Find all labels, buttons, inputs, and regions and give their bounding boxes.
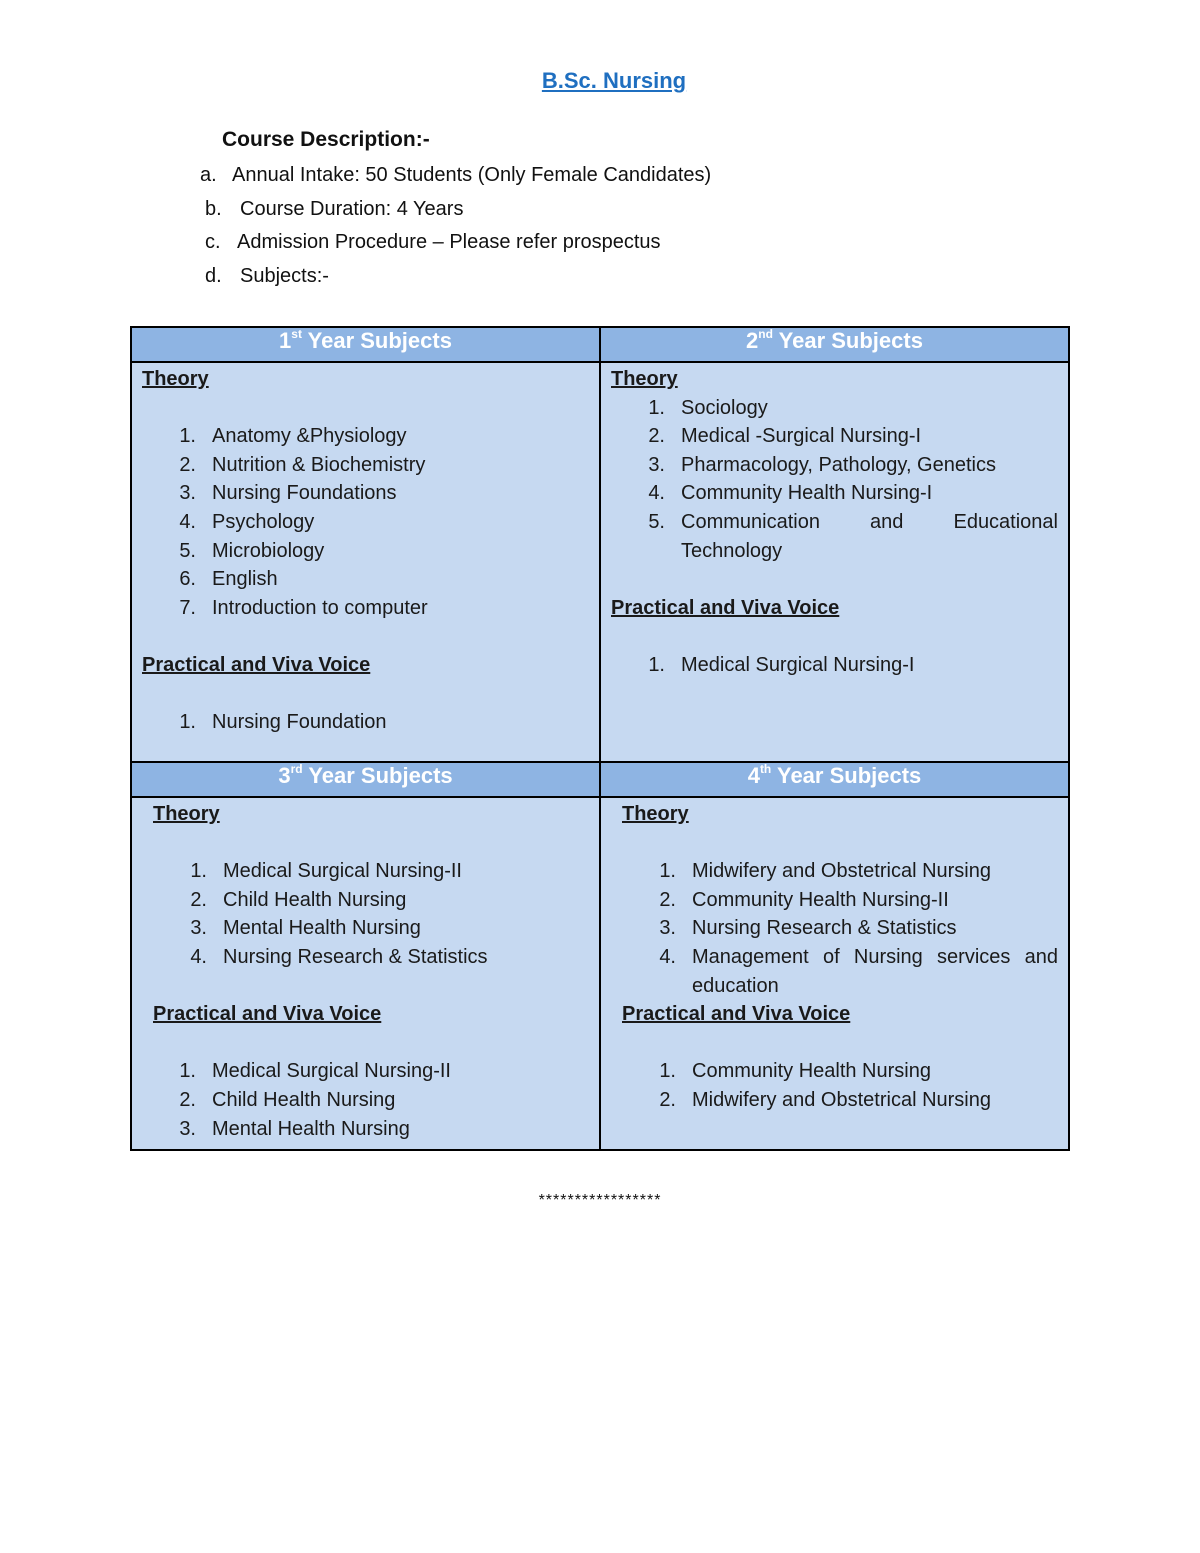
subjects-table	[130, 326, 1070, 1151]
list-item: 1. Medical Surgical Nursing-II	[179, 1060, 451, 1083]
desc-text: Subjects:-	[240, 265, 329, 287]
desc-marker: c.	[205, 231, 221, 253]
list-item: 2. Nutrition & Biochemistry	[179, 453, 426, 476]
list-item: 2. Community Health Nursing-II	[659, 888, 949, 911]
year-1-cell	[131, 362, 600, 762]
practical-title: Practical and Viva Voice	[142, 653, 371, 676]
theory-title: Theory	[611, 368, 678, 390]
year-4-cell	[600, 797, 1069, 1150]
list-item: 3. Nursing Foundations	[179, 482, 397, 505]
desc-marker: a.	[200, 164, 217, 186]
page-title: B.Sc. Nursing	[541, 68, 687, 93]
list-item: 7. Introduction to computer	[179, 596, 428, 619]
theory-title: Theory	[622, 803, 689, 825]
list-item: 4. Nursing Research & Statistics	[190, 945, 488, 968]
year-1-header: 1st Year Subjects	[131, 327, 600, 362]
list-item: 2. Medical -Surgical Nursing-I	[648, 425, 922, 448]
list-item: 3. Nursing Research & Statistics	[659, 917, 957, 940]
course-description-heading: Course Description:-	[222, 128, 430, 151]
list-item: 1. Nursing Foundation	[179, 711, 387, 734]
year-3-header: 3rd Year Subjects	[131, 762, 600, 797]
list-item: 1. Medical Surgical Nursing-II	[190, 860, 462, 883]
list-item: 3. Pharmacology, Pathology, Genetics	[648, 453, 996, 476]
practical-title: Practical and Viva Voice	[622, 1003, 851, 1026]
desc-item-admission	[205, 231, 661, 254]
theory-title: Theory	[142, 368, 209, 390]
list-item: 4. Psychology	[179, 510, 315, 533]
theory-title: Theory	[153, 803, 220, 825]
year-4-header: 4th Year Subjects	[600, 762, 1069, 797]
list-item: 5. Microbiology	[179, 539, 325, 562]
list-item: 3. Mental Health Nursing	[190, 917, 421, 940]
year-2-cell	[600, 362, 1069, 762]
list-item: 1. Community Health Nursing	[659, 1060, 931, 1083]
desc-item-duration	[205, 198, 463, 221]
footer-stars: *****************	[538, 1192, 662, 1209]
desc-item-intake	[200, 164, 711, 187]
list-item: 4. Community Health Nursing-I	[648, 482, 933, 505]
year-2-header: 2nd Year Subjects	[600, 327, 1069, 362]
list-item: 1. Medical Surgical Nursing-I	[648, 653, 915, 676]
list-item: 2. Child Health Nursing	[190, 888, 407, 911]
desc-marker: b.	[205, 198, 222, 220]
desc-text: Admission Procedure – Please refer prospectus	[237, 231, 661, 253]
desc-item-subjects	[205, 265, 329, 288]
list-item: 1. Midwifery and Obstetrical Nursing	[659, 860, 991, 883]
list-item: 2. Midwifery and Obstetrical Nursing	[659, 1088, 991, 1111]
year-3-cell	[131, 797, 600, 1150]
practical-title: Practical and Viva Voice	[153, 1003, 382, 1026]
list-item: 5. Communication and Educational Technology	[648, 510, 1058, 562]
list-item: 2. Child Health Nursing	[179, 1088, 396, 1111]
desc-text: Course Duration: 4 Years	[240, 198, 464, 220]
list-item: 1. Sociology	[648, 396, 768, 419]
practical-title: Practical and Viva Voice	[611, 596, 840, 619]
list-item: 1. Anatomy &Physiology	[179, 425, 407, 448]
list-item: 4. Management of Nursing services and education	[659, 945, 1058, 997]
list-item: 3. Mental Health Nursing	[179, 1117, 410, 1140]
list-item: 6. English	[179, 568, 278, 591]
desc-marker: d.	[205, 265, 222, 287]
desc-text: Annual Intake: 50 Students (Only Female Candidates)	[232, 164, 712, 186]
